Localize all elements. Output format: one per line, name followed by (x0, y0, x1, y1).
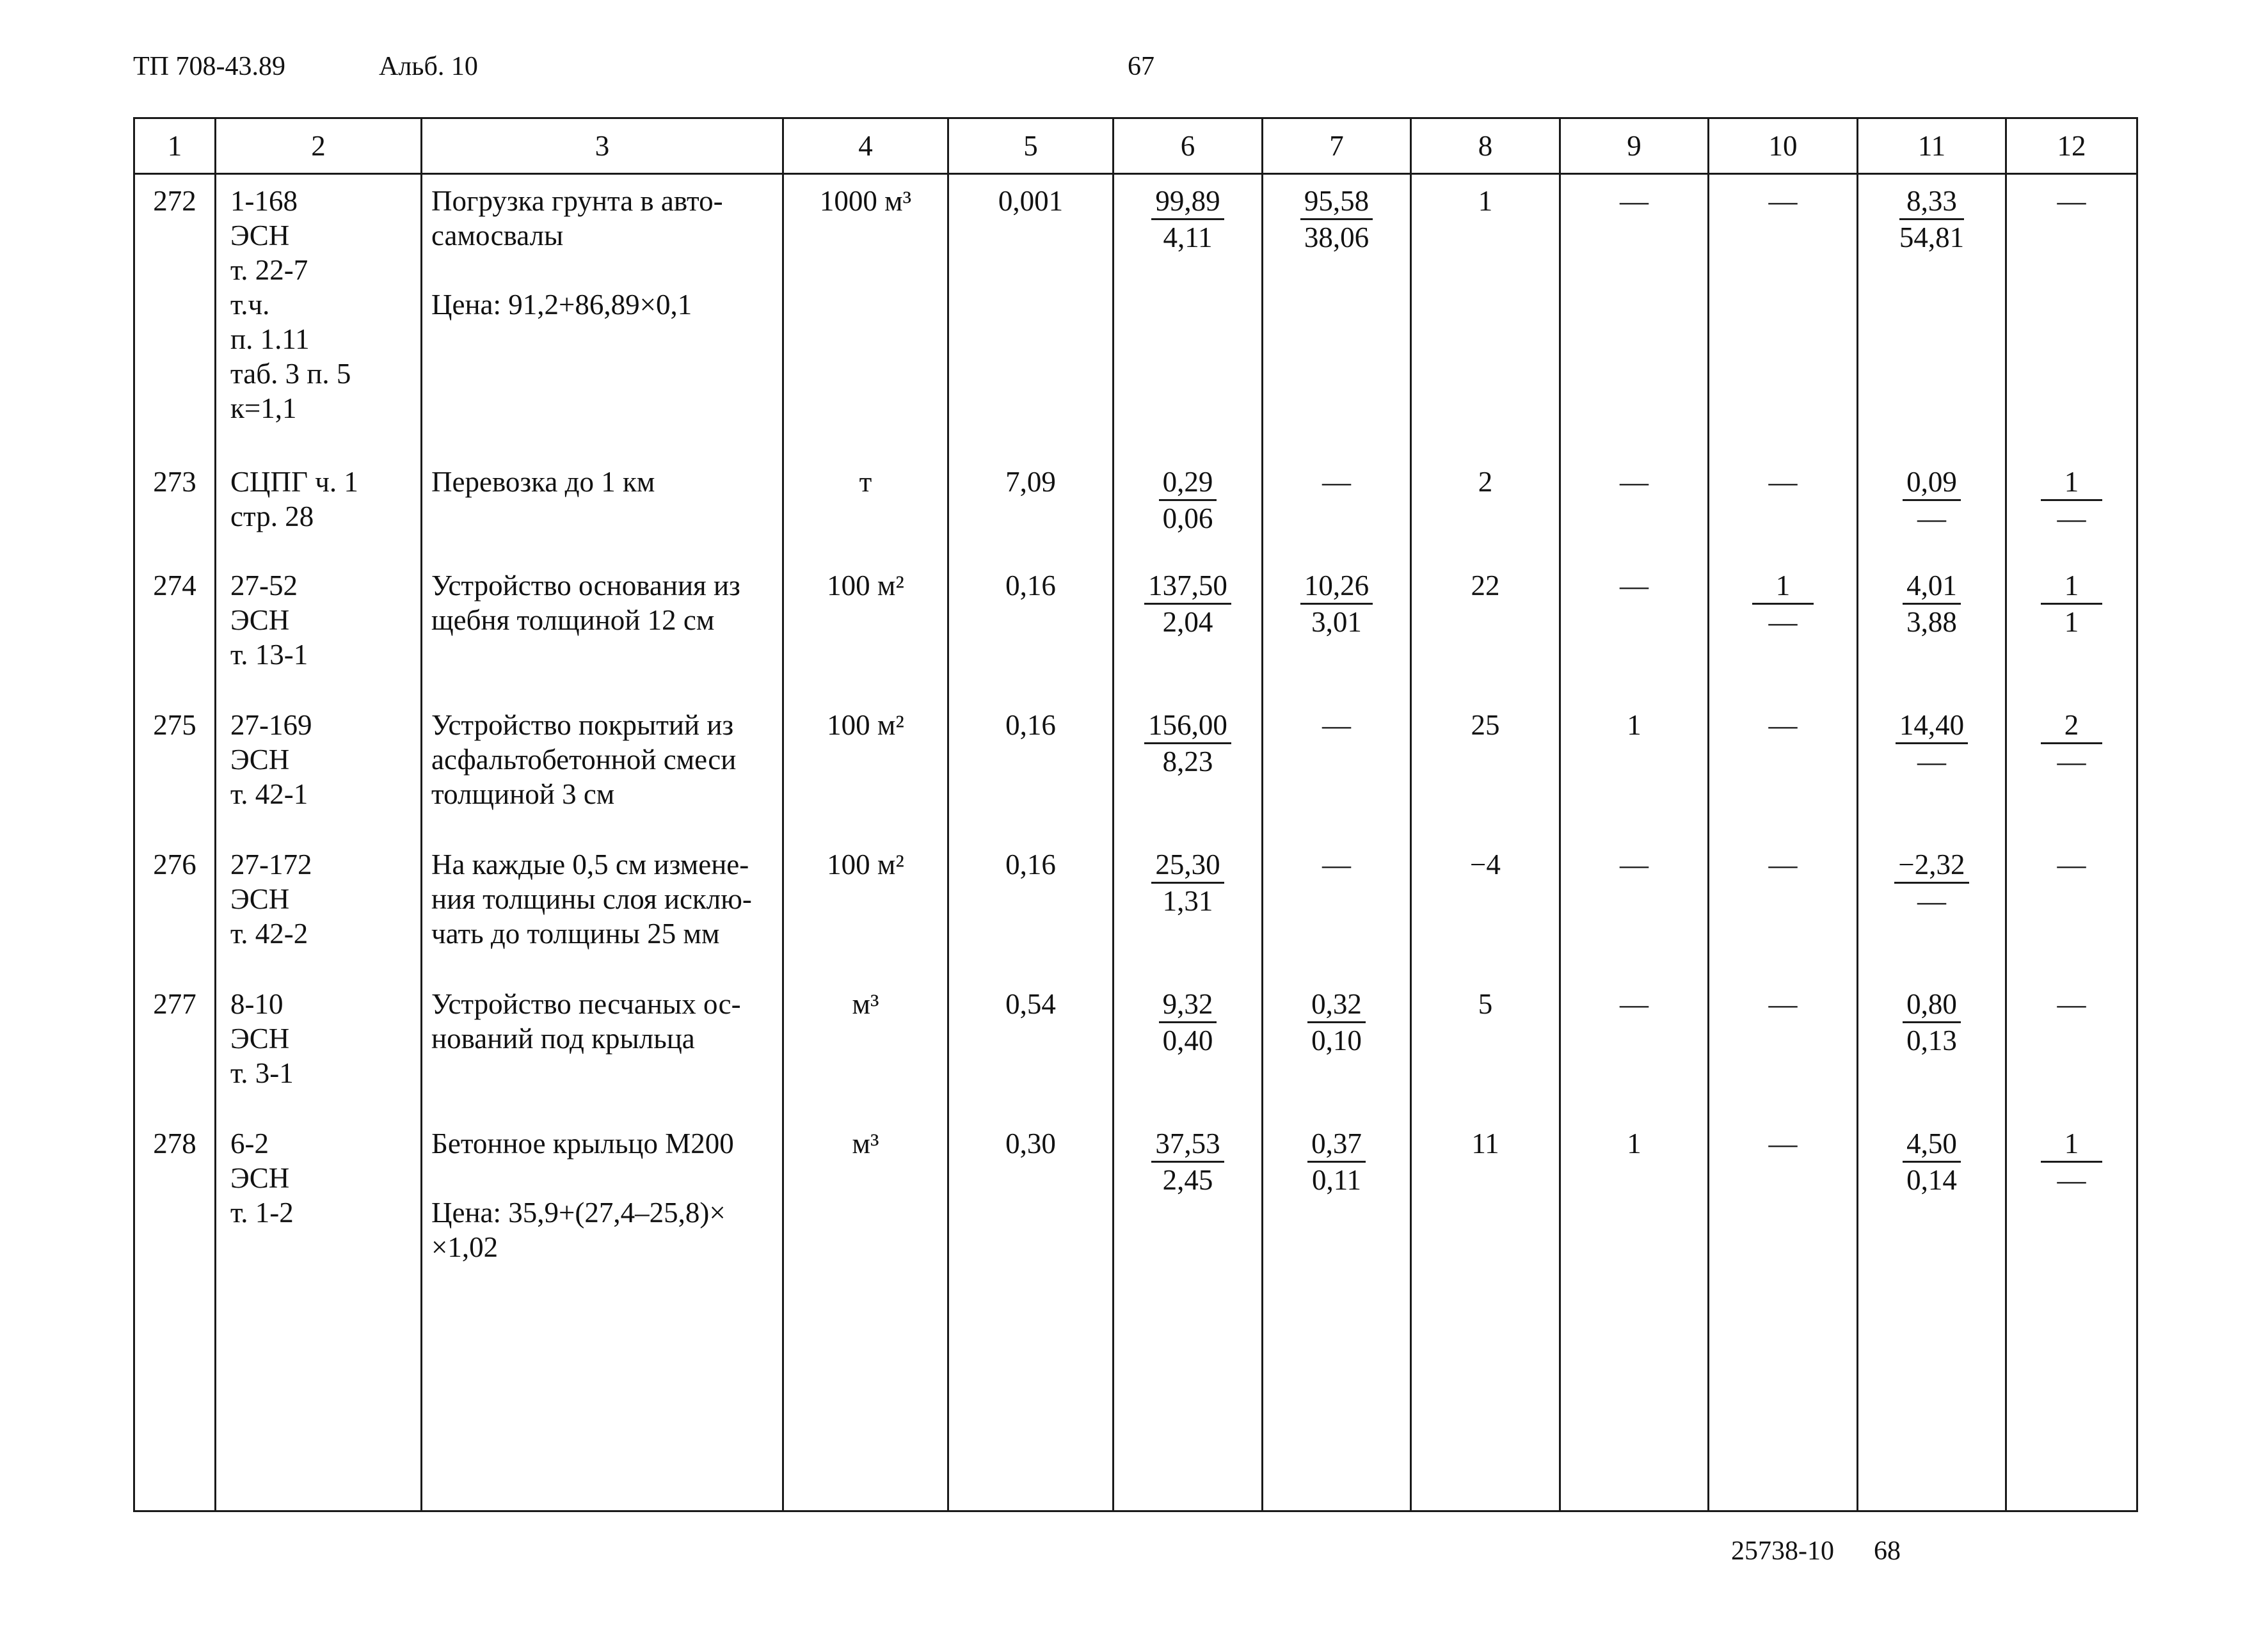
work-name-line: Перевозка до 1 км (431, 465, 655, 498)
cell-value: 11 (1471, 1127, 1499, 1160)
fraction (2041, 568, 2102, 639)
col-7-value (1263, 456, 1411, 559)
norm-line: 27-169 (230, 708, 312, 741)
quantity: 0,16 (948, 559, 1114, 699)
col-9-value (1560, 456, 1709, 559)
col-12-value (2006, 456, 2137, 559)
norm-reference (216, 559, 422, 699)
empty-cell (783, 1509, 948, 1511)
col-8-value (1411, 978, 1560, 1117)
quantity: 0,001 (948, 174, 1114, 456)
work-name-line: толщиной 3 см (431, 777, 615, 810)
row-number: 275 (134, 699, 216, 838)
work-name-line: щебня толщиной 12 см (431, 603, 715, 636)
empty-cell (1560, 1509, 1709, 1511)
norm-line: т. 3-1 (230, 1056, 294, 1089)
row-number: 274 (134, 559, 216, 699)
fraction-denominator: 2,45 (1162, 1163, 1213, 1196)
fraction-numerator: 9,32 (1159, 987, 1217, 1023)
fraction-denominator: 4,11 (1163, 221, 1213, 253)
col-header: 9 (1560, 118, 1709, 174)
unit: 100 м² (783, 559, 948, 699)
fraction-denominator: 1 (2064, 605, 2079, 638)
col-7-value (1263, 699, 1411, 838)
norm-reference (216, 699, 422, 838)
table-row (134, 978, 2137, 1117)
cell-value: 1 (1627, 1127, 1641, 1160)
col-6-value (1114, 456, 1263, 559)
empty-cell (2006, 1509, 2137, 1511)
fraction-numerator: 0,37 (1307, 1126, 1366, 1163)
norm-line: т. 13-1 (230, 638, 308, 671)
work-name-line: Бетонное крыльцо М200 (431, 1127, 734, 1160)
norm-line: 8-10 (230, 987, 284, 1020)
work-name-line: ния толщины слоя исклю- (431, 882, 752, 915)
col-6-value (1114, 174, 1263, 456)
price-note (431, 1195, 782, 1264)
table-row (134, 838, 2137, 978)
col-11-value (1858, 699, 2006, 838)
fraction-numerator: 10,26 (1300, 568, 1373, 605)
fraction (1151, 1126, 1224, 1197)
fraction-numerator: 0,32 (1307, 987, 1366, 1023)
col-header: 6 (1114, 118, 1263, 174)
fraction-numerator: 0,29 (1159, 465, 1217, 501)
table-row (134, 699, 2137, 838)
fraction-numerator: 1 (1752, 568, 1814, 605)
norm-line: ЭСН (230, 219, 290, 251)
fraction-numerator: 4,01 (1903, 568, 1961, 605)
fraction (1307, 1126, 1366, 1197)
estimate-table (133, 117, 2138, 1512)
fraction (1159, 987, 1217, 1058)
album-label: Альб. 10 (379, 52, 478, 81)
fraction-numerator: −2,32 (1894, 847, 1969, 884)
cell-value: 22 (1471, 569, 1500, 602)
fraction (1903, 568, 1961, 639)
col-7-value (1263, 1117, 1411, 1509)
work-name-line: чать до толщины 25 мм (431, 917, 720, 950)
fraction (1159, 465, 1217, 536)
work-name (422, 978, 783, 1117)
fraction (1300, 184, 1373, 255)
norm-line: т. 42-1 (230, 777, 308, 810)
col-8-value (1411, 174, 1560, 456)
unit: м³ (783, 978, 948, 1117)
col-header: 3 (422, 118, 783, 174)
fraction-numerator: 99,89 (1151, 184, 1224, 220)
col-11-value (1858, 1117, 2006, 1509)
table-row (134, 1117, 2137, 1509)
unit: 1000 м³ (783, 174, 948, 456)
fraction (1151, 184, 1224, 255)
unit: м³ (783, 1117, 948, 1509)
unit: 100 м² (783, 838, 948, 978)
col-10-value (1709, 559, 1858, 699)
col-11-value (1858, 838, 2006, 978)
col-12-value (2006, 174, 2137, 456)
cell-value: — (1768, 465, 1798, 498)
col-header: 5 (948, 118, 1114, 174)
fraction-numerator: 95,58 (1300, 184, 1373, 220)
norm-reference (216, 456, 422, 559)
fraction-numerator: 0,09 (1903, 465, 1961, 501)
fraction (2041, 1126, 2102, 1197)
norm-line: стр. 28 (230, 500, 314, 532)
work-name-line: Устройство основания из (431, 569, 740, 602)
work-name (422, 174, 783, 456)
norm-line: 6-2 (230, 1127, 269, 1160)
fraction-numerator: 8,33 (1899, 184, 1964, 220)
col-9-value (1560, 559, 1709, 699)
cell-value: −4 (1470, 848, 1501, 881)
work-name-line: асфальтобетонной смеси (431, 743, 737, 776)
fraction-denominator: — (1768, 605, 1798, 638)
fraction (1307, 987, 1366, 1058)
col-12-value (2006, 838, 2137, 978)
cell-value: — (1620, 987, 1649, 1020)
col-9-value (1560, 1117, 1709, 1509)
fraction-denominator: 3,88 (1906, 605, 1957, 638)
table-row (134, 559, 2137, 699)
fraction-denominator: — (2057, 745, 2086, 777)
col-8-value (1411, 1117, 1560, 1509)
row-number: 278 (134, 1117, 216, 1509)
col-7-value (1263, 838, 1411, 978)
fraction-denominator: 1,31 (1162, 884, 1213, 917)
footer-doc-number: 25738-10 (1731, 1536, 1834, 1566)
col-7-value (1263, 174, 1411, 456)
quantity: 7,09 (948, 456, 1114, 559)
fraction-numerator: 156,00 (1144, 708, 1231, 744)
empty-filler-row (134, 1509, 2137, 1511)
norm-line: СЦПГ ч. 1 (230, 465, 358, 498)
norm-line: ЭСН (230, 743, 290, 776)
work-name-line: Устройство покрытий из (431, 708, 734, 741)
price-note (431, 287, 782, 322)
col-header: 10 (1709, 118, 1858, 174)
quantity: 0,30 (948, 1117, 1114, 1509)
table-row (134, 174, 2137, 456)
col-header: 8 (1411, 118, 1560, 174)
col-7-value (1263, 559, 1411, 699)
row-number: 272 (134, 174, 216, 456)
fraction-denominator: — (1917, 884, 1946, 917)
quantity: 0,16 (948, 699, 1114, 838)
col-8-value (1411, 559, 1560, 699)
fraction (2041, 708, 2102, 779)
col-10-value (1709, 838, 1858, 978)
empty-cell (1263, 1509, 1411, 1511)
norm-line: т. 22-7 (230, 254, 308, 286)
norm-line: п. 1.11 (230, 323, 310, 355)
row-number: 273 (134, 456, 216, 559)
unit: т (783, 456, 948, 559)
col-7-value (1263, 978, 1411, 1117)
cell-value: — (1322, 708, 1351, 741)
work-name-line: самосвалы (431, 219, 564, 251)
col-12-value (2006, 978, 2137, 1117)
row-number: 277 (134, 978, 216, 1117)
fraction (1144, 708, 1231, 779)
price-note-line: ×1,02 (431, 1231, 499, 1263)
cell-value: — (1322, 848, 1351, 881)
norm-line: т. 42-2 (230, 917, 308, 950)
unit: 100 м² (783, 699, 948, 838)
norm-line: ЭСН (230, 1161, 290, 1194)
fraction-numerator: 137,50 (1144, 568, 1231, 605)
cell-value: — (1768, 185, 1798, 217)
fraction (1300, 568, 1373, 639)
col-6-value (1114, 978, 1263, 1117)
work-name-line: Устройство песчаных ос- (431, 987, 741, 1020)
col-8-value (1411, 456, 1560, 559)
fraction-numerator: 4,50 (1903, 1126, 1961, 1163)
fraction-numerator: 14,40 (1896, 708, 1968, 744)
cell-value: — (1768, 1127, 1798, 1160)
fraction (1894, 847, 1969, 918)
empty-cell (1858, 1509, 2006, 1511)
empty-cell (216, 1509, 422, 1511)
fraction-denominator: 0,40 (1162, 1024, 1213, 1056)
page-number: 67 (1128, 52, 1154, 81)
col-11-value (1858, 456, 2006, 559)
col-10-value (1709, 699, 1858, 838)
price-note-line: Цена: 35,9+(27,4–25,8)× (431, 1196, 726, 1229)
col-12-value (2006, 559, 2137, 699)
cell-value: — (1620, 848, 1649, 881)
fraction-denominator: 54,81 (1899, 221, 1965, 253)
norm-reference (216, 838, 422, 978)
col-header: 4 (783, 118, 948, 174)
col-6-value (1114, 838, 1263, 978)
col-11-value (1858, 174, 2006, 456)
fraction-numerator: 1 (2041, 568, 2102, 605)
fraction-numerator: 2 (2041, 708, 2102, 744)
col-header: 1 (134, 118, 216, 174)
fraction (1899, 184, 1964, 255)
fraction-denominator: 0,06 (1162, 502, 1213, 534)
empty-cell (1114, 1509, 1263, 1511)
quantity: 0,16 (948, 838, 1114, 978)
col-header: 12 (2006, 118, 2137, 174)
col-6-value (1114, 1117, 1263, 1509)
fraction-denominator: 0,13 (1906, 1024, 1957, 1056)
cell-value: 25 (1471, 708, 1500, 741)
empty-cell (948, 1509, 1114, 1511)
col-11-value (1858, 559, 2006, 699)
norm-line: ЭСН (230, 603, 290, 636)
norm-line: таб. 3 п. 5 (230, 358, 351, 390)
fraction (1903, 987, 1961, 1058)
price-note-line: Цена: 91,2+86,89×0,1 (431, 289, 692, 321)
fraction-denominator: 0,10 (1311, 1024, 1362, 1056)
col-8-value (1411, 838, 1560, 978)
work-name (422, 699, 783, 838)
fraction-denominator: — (2057, 1163, 2086, 1196)
work-name (422, 1117, 783, 1509)
fraction-denominator: 2,04 (1162, 605, 1213, 638)
footer-page-number: 68 (1874, 1536, 1901, 1566)
empty-cell (1411, 1509, 1560, 1511)
empty-cell (422, 1509, 783, 1511)
fraction (1151, 847, 1224, 918)
work-name (422, 838, 783, 978)
fraction (2041, 465, 2102, 536)
col-10-value (1709, 1117, 1858, 1509)
cell-value: — (1768, 848, 1798, 881)
norm-line: 27-172 (230, 848, 312, 881)
col-header: 11 (1858, 118, 2006, 174)
col-9-value (1560, 699, 1709, 838)
cell-value: — (1620, 465, 1649, 498)
cell-value: — (1620, 185, 1649, 217)
fraction (1903, 1126, 1961, 1197)
fraction-numerator: 1 (2041, 465, 2102, 501)
fraction-numerator: 0,80 (1903, 987, 1961, 1023)
fraction-denominator: — (2057, 502, 2086, 534)
cell-value: — (2057, 987, 2086, 1020)
col-header: 7 (1263, 118, 1411, 174)
doc-code: ТП 708-43.89 (133, 52, 285, 81)
col-12-value (2006, 699, 2137, 838)
col-9-value (1560, 174, 1709, 456)
empty-cell (1709, 1509, 1858, 1511)
norm-line: ЭСН (230, 882, 290, 915)
cell-value: — (1322, 465, 1351, 498)
fraction (1896, 708, 1968, 779)
cell-value: 1 (1478, 185, 1493, 217)
norm-reference (216, 978, 422, 1117)
fraction-denominator: 38,06 (1304, 221, 1370, 253)
table-row (134, 456, 2137, 559)
col-10-value (1709, 174, 1858, 456)
norm-line: т. 1-2 (230, 1196, 294, 1229)
row-number: 276 (134, 838, 216, 978)
fraction (1752, 568, 1814, 639)
col-6-value (1114, 699, 1263, 838)
cell-value: 1 (1627, 708, 1641, 741)
empty-cell (134, 1509, 216, 1511)
cell-value: 5 (1478, 987, 1493, 1020)
col-10-value (1709, 456, 1858, 559)
cell-value: — (2057, 185, 2086, 217)
norm-line: к=1,1 (230, 392, 297, 424)
fraction-numerator: 1 (2041, 1126, 2102, 1163)
col-10-value (1709, 978, 1858, 1117)
norm-reference (216, 1117, 422, 1509)
cell-value: — (1768, 708, 1798, 741)
col-9-value (1560, 838, 1709, 978)
cell-value: — (1620, 569, 1649, 602)
work-name-line: На каждые 0,5 см измене- (431, 848, 749, 881)
work-name (422, 559, 783, 699)
cell-value: 2 (1478, 465, 1493, 498)
cell-value: — (2057, 848, 2086, 881)
fraction (1144, 568, 1231, 639)
norm-line: ЭСН (230, 1022, 290, 1055)
work-name (422, 456, 783, 559)
fraction-denominator: 3,01 (1311, 605, 1362, 638)
norm-line: 27-52 (230, 569, 298, 602)
fraction-numerator: 25,30 (1151, 847, 1224, 884)
fraction-denominator: — (1917, 745, 1946, 777)
col-6-value (1114, 559, 1263, 699)
col-8-value (1411, 699, 1560, 838)
fraction-numerator: 37,53 (1151, 1126, 1224, 1163)
norm-line: 1-168 (230, 185, 298, 217)
fraction-denominator: — (1917, 502, 1946, 534)
norm-reference (216, 174, 422, 456)
fraction-denominator: 0,14 (1906, 1163, 1957, 1196)
col-11-value (1858, 978, 2006, 1117)
cell-value: — (1768, 987, 1798, 1020)
col-header: 2 (216, 118, 422, 174)
work-name-line: нований под крыльца (431, 1022, 695, 1055)
fraction-denominator: 8,23 (1162, 745, 1213, 777)
fraction (1903, 465, 1961, 536)
fraction-denominator: 0,11 (1311, 1163, 1362, 1196)
work-name-line: Погрузка грунта в авто- (431, 185, 723, 217)
norm-line: т.ч. (230, 289, 270, 321)
quantity: 0,54 (948, 978, 1114, 1117)
col-12-value (2006, 1117, 2137, 1509)
col-9-value (1560, 978, 1709, 1117)
column-header-row (134, 118, 2137, 174)
